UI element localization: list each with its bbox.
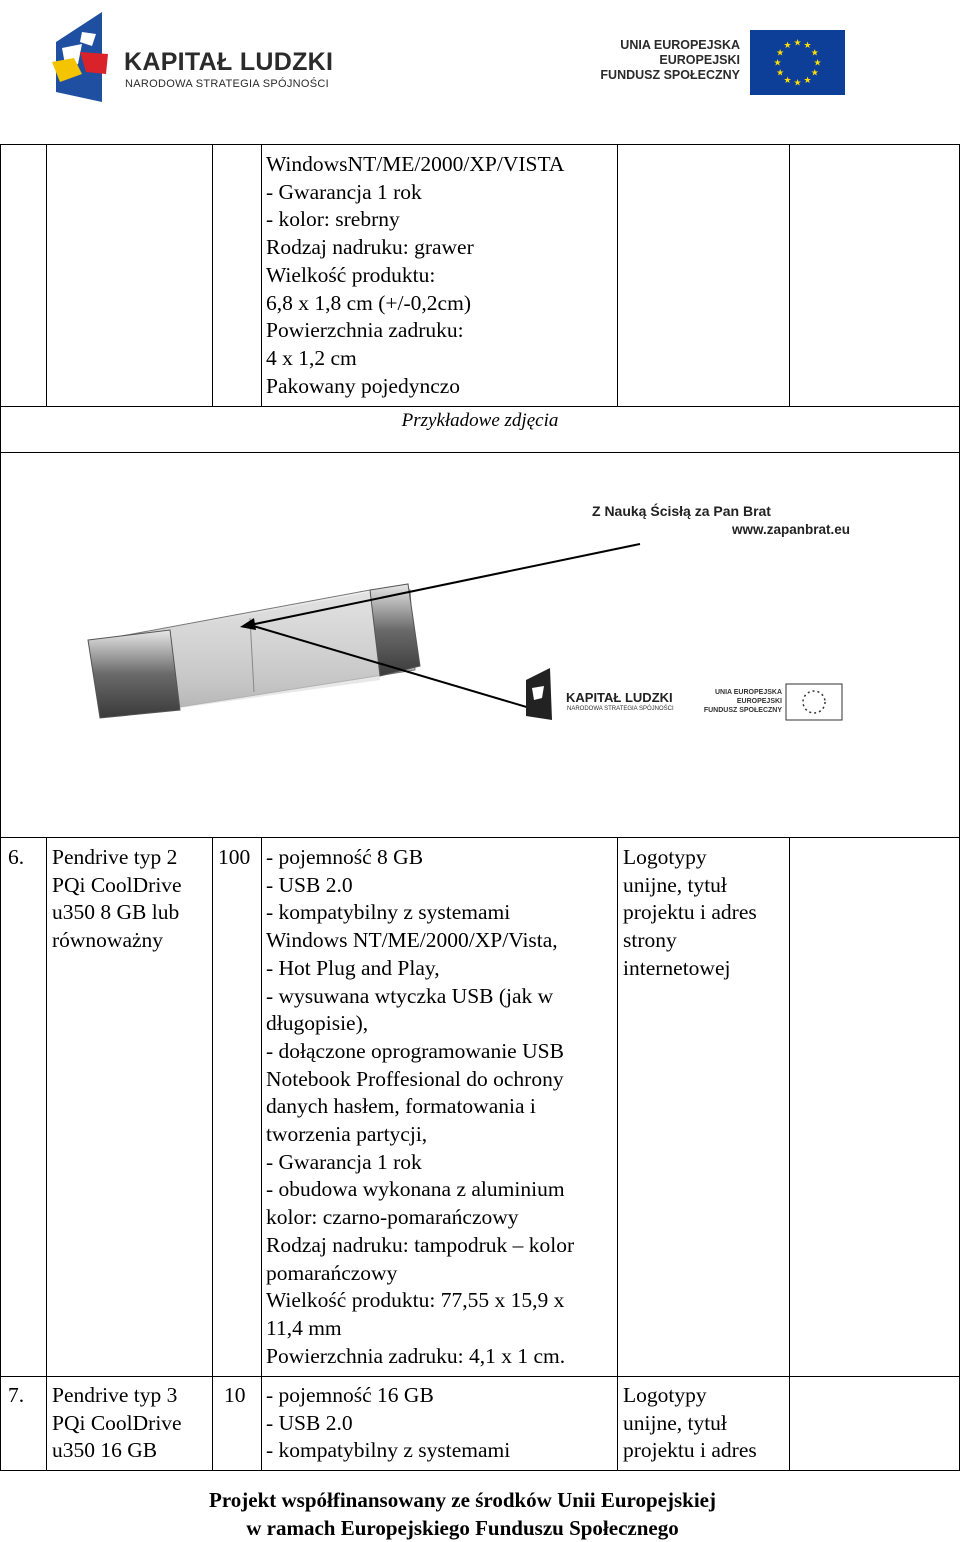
product-name [52,1382,182,1465]
photo-kl-title: KAPITAŁ LUDZKI [566,690,673,705]
spec-line: Windows NT/ME/2000/XP/Vista, [266,928,558,953]
footer-line-1: Projekt współfinansowany ze środków Unii Europejskiej [209,1488,716,1512]
spec-line: danych hasłem, formatowania i [266,1094,536,1119]
eu-star-icon: ★ [813,57,822,68]
spec-line: Pakowany pojedynczo [266,373,461,398]
spec-line: WindowsNT/ME/2000/XP/VISTA [266,152,565,176]
spec-line: - USB 2.0 [266,1410,353,1435]
spec-line: - Gwarancja 1 rok [266,179,422,204]
photo-eu-line-1: UNIA EUROPEJSKA [714,689,782,696]
spec-line: 6,8 x 1,8 cm (+/-0,2cm) [266,290,471,315]
spec-line: - kolor: srebrny [266,207,400,232]
footer-line-2: w ramach Europejskiego Funduszu Społecznego [246,1516,679,1540]
eu-flag-icon [750,30,845,95]
spec-line: 4 x 1,2 cm [266,345,357,370]
print-line: projektu i adres [623,1438,757,1463]
print-line: strony [623,928,677,953]
spec-line: Rodzaj nadruku: grawer [266,235,474,260]
photo-eu-line-3: FUNDUSZ SPOŁECZNY [703,707,782,714]
top-row-spec [266,151,564,400]
product-spec [266,844,574,1370]
print-line: Logotypy [623,845,707,869]
footer-funding-note [0,1486,925,1542]
spec-line: - USB 2.0 [266,872,353,897]
spec-line: Notebook Proffesional do ochrony [266,1066,564,1091]
kapital-ludzki-emblem-icon [52,12,110,102]
eu-star-icon: ★ [776,67,785,78]
eu-line-2: EUROPEJSKI [659,53,740,67]
photo-eu-text [700,688,782,715]
eu-star-icon: ★ [810,67,819,78]
row-number: 6. [8,845,25,869]
spec-line: - wysuwana wtyczka USB (jak w [266,983,554,1008]
photo-slogan: Z Nauką Ścisłą za Pan Brat [592,503,771,519]
photo-kl-subtitle: NARODOWA STRATEGIA SPÓJNOŚCI [567,706,674,712]
print-scope [623,844,757,983]
name-line: PQi CoolDrive [52,1410,182,1435]
spec-line: Powierzchnia zadruku: [266,318,464,343]
eu-star-icon: ★ [783,40,792,51]
photo-eu-line-2: EUROPEJSKI [736,698,782,705]
eu-star-icon: ★ [793,77,802,88]
spec-line: tworzenia partycji, [266,1122,428,1147]
spec-line: Wielkość produktu: 77,55 x 15,9 x [266,1288,565,1313]
spec-line: 11,4 mm [266,1315,342,1340]
spec-line: kolor: czarno-pomarańczowy [266,1205,519,1230]
photo-url: www.zapanbrat.eu [732,522,851,537]
product-spec [266,1382,510,1465]
eu-star-icon: ★ [773,57,782,68]
kapital-ludzki-subtitle: NARODOWA STRATEGIA SPÓJNOŚCI [125,78,329,90]
eu-logo [600,30,850,98]
name-line: Pendrive typ 3 [52,1383,178,1407]
print-line: Logotypy [623,1383,707,1407]
eu-star-icon: ★ [810,47,819,58]
name-line: Pendrive typ 2 [52,845,178,869]
spec-line: - obudowa wykonana z aluminium [266,1177,565,1202]
eu-text [600,38,740,83]
spec-line: długopisie), [266,1011,369,1036]
spec-line: - Hot Plug and Play, [266,955,440,980]
spec-line: - dołączone oprogramowanie USB [266,1038,564,1063]
eu-star-icon: ★ [783,74,792,85]
caption-example-photos: Przykładowe zdjęcia [401,410,559,431]
spec-line: - pojemność 16 GB [266,1383,434,1407]
print-scope [623,1382,757,1465]
print-line: unijne, tytuł [623,1410,727,1435]
kapital-ludzki-logo [52,12,352,104]
spec-line: - kompatybilny z systemami [266,1438,511,1463]
name-line: u350 8 GB lub [52,900,180,925]
spec-line: - pojemność 8 GB [266,845,424,869]
eu-line-3: FUNDUSZ SPOŁECZNY [600,68,740,82]
eu-star-icon: ★ [803,40,812,51]
print-line: internetowej [623,955,731,980]
print-line: unijne, tytuł [623,872,727,897]
row-number: 7. [8,1383,25,1407]
name-line: u350 16 GB [52,1438,158,1463]
eu-line-1: UNIA EUROPEJSKA [620,38,740,52]
eu-star-icon: ★ [803,74,812,85]
eu-star-icon: ★ [793,37,802,48]
spec-line: Wielkość produktu: [266,262,436,287]
product-name [52,844,182,955]
eu-star-icon: ★ [776,47,785,58]
spec-line: Rodzaj nadruku: tampodruk – kolor [266,1232,575,1257]
spec-line: pomarańczowy [266,1260,398,1285]
spec-line: - Gwarancja 1 rok [266,1149,422,1174]
spec-line: - kompatybilny z systemami [266,900,511,925]
quantity: 10 [224,1383,246,1407]
print-line: projektu i adres [623,900,757,925]
name-line: równoważny [52,928,164,953]
kapital-ludzki-title: KAPITAŁ LUDZKI [124,48,334,76]
quantity: 100 [218,845,251,869]
spec-line: Powierzchnia zadruku: 4,1 x 1 cm. [266,1343,566,1368]
name-line: PQi CoolDrive [52,872,182,897]
